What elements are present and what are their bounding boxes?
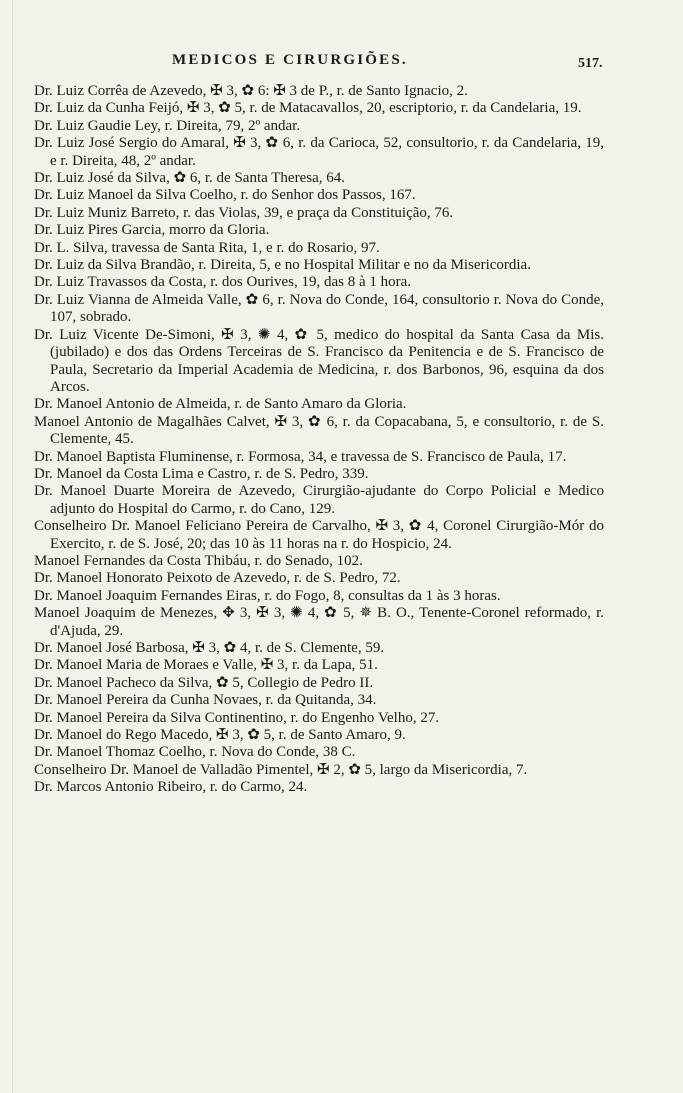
list-item: Dr. Luiz Travassos da Costa, r. dos Ourives, 19, das 8 à 1 hora. xyxy=(34,274,412,291)
page-number: 517. xyxy=(578,56,603,71)
page-title: MEDICOS E CIRURGIÕES. xyxy=(172,52,408,68)
list-item: Dr. Manoel Joaquim Fernandes Eiras, r. do Fogo, 8, consultas da 1 às 3 horas. xyxy=(34,587,501,604)
page-header xyxy=(0,52,683,76)
list-item: Dr. Luiz José Sergio do Amaral, ✠ 3, ✿ 6, r. da Carioca, 52, consultorio, r. da Candelaria, 19, e r. Direita, 48, 2º andar. xyxy=(34,135,604,169)
list-item: Dr. Luiz Manoel da Silva Coelho, r. do Senhor dos Passos, 167. xyxy=(34,187,416,204)
list-item: Dr. Manoel Honorato Peixoto de Azevedo, r. de S. Pedro, 72. xyxy=(34,570,401,587)
list-item: Dr. Luiz da Silva Brandão, r. Direita, 5, e no Hospital Militar e no da Misericordia. xyxy=(34,257,531,274)
list-item: Dr. Manoel Duarte Moreira de Azevedo, Cirurgião-ajudante do Corpo Policial e Medico adjunto do Hospital do Carmo, r. do Cano, 129. xyxy=(34,483,604,517)
list-item: Dr. Luiz José da Silva, ✿ 6, r. de Santa Theresa, 64. xyxy=(34,170,345,187)
list-item: Dr. Manoel Pacheco da Silva, ✿ 5, Collegio de Pedro II. xyxy=(34,674,374,691)
list-item: Dr. Manoel Maria de Moraes e Valle, ✠ 3, r. da Lapa, 51. xyxy=(34,657,378,674)
list-item: Dr. Luiz Muniz Barreto, r. das Violas, 39, e praça da Constituição, 76. xyxy=(34,204,454,221)
list-item: Dr. Luiz Pires Garcia, morro da Gloria. xyxy=(34,222,270,239)
list-item: Dr. Luiz Vianna de Almeida Valle, ✿ 6, r. Nova do Conde, 164, consultorio r. Nova do Conde, 107, sobrado. xyxy=(34,291,604,326)
list-item: Conselheiro Dr. Manoel Feliciano Pereira de Carvalho, ✠ 3, ✿ 4, Coronel Cirurgião-Mór do Exercito, r. de S. José, 20; das 10 às 11 horas na r. do Hospicio, 24. xyxy=(34,518,604,552)
list-item: Manoel Antonio de Magalhães Calvet, ✠ 3, ✿ 6, r. da Copacabana, 5, e consultorio, r. de S. Clemente, 45. xyxy=(34,413,604,448)
list-item: Conselheiro Dr. Manoel de Valladão Pimentel, ✠ 2, ✿ 5, largo da Misericordia, 7. xyxy=(34,761,528,778)
list-item: Dr. Luiz Gaudie Ley, r. Direita, 79, 2º andar. xyxy=(34,117,301,134)
list-item: Manoel Fernandes da Costa Thibáu, r. do Senado, 102. xyxy=(34,552,363,569)
list-item: Dr. Manoel Pereira da Silva Continentino, r. do Engenho Velho, 27. xyxy=(34,709,440,726)
entry-list xyxy=(34,83,604,797)
list-item: Dr. Luiz da Cunha Feijó, ✠ 3, ✿ 5, r. de Matacavallos, 20, escriptorio, r. da Candelaria, 19. xyxy=(34,100,582,117)
list-item: Dr. Luiz Corrêa de Azevedo, ✠ 3, ✿ 6: ✠ 3 de P., r. de Santo Ignacio, 2. xyxy=(34,83,468,99)
list-item: Dr. Manoel do Rego Macedo, ✠ 3, ✿ 5, r. de Santo Amaro, 9. xyxy=(34,727,406,744)
list-item: Dr. Manoel Thomaz Coelho, r. Nova do Conde, 38 C. xyxy=(34,744,356,761)
list-item: Dr. Marcos Antonio Ribeiro, r. do Carmo, 24. xyxy=(34,779,308,796)
page-edge-line xyxy=(12,0,13,1093)
list-item: Dr. Manoel Pereira da Cunha Novaes, r. da Quitanda, 34. xyxy=(34,692,377,709)
list-item: Dr. L. Silva, travessa de Santa Rita, 1, e r. do Rosario, 97. xyxy=(34,239,380,256)
list-item: Dr. Luiz Vicente De-Simoni, ✠ 3, ✺ 4, ✿ 5, medico do hospital da Santa Casa da Mis. (jubilado) e dos das Ordens Terceiras de S. Francisco da Penitencia e de S. Francisco de Paula, Secretario da Imperial Academia de Medicina, r. dos Barbonos, 96, esquina da dos Arcos. xyxy=(34,326,604,395)
list-item: Dr. Manoel José Barbosa, ✠ 3, ✿ 4, r. de S. Clemente, 59. xyxy=(34,640,385,656)
list-item: Manoel Joaquim de Menezes, ✥ 3, ✠ 3, ✺ 4, ✿ 5, ✵ B. O., Tenente-Coronel reformado, r. d'Ajuda, 29. xyxy=(34,605,604,639)
list-item: Dr. Manoel da Costa Lima e Castro, r. de S. Pedro, 339. xyxy=(34,465,369,482)
list-item: Dr. Manoel Baptista Fluminense, r. Formosa, 34, e travessa de S. Francisco de Paula, 17. xyxy=(34,448,567,465)
list-item: Dr. Manoel Antonio de Almeida, r. de Santo Amaro da Gloria. xyxy=(34,396,407,413)
